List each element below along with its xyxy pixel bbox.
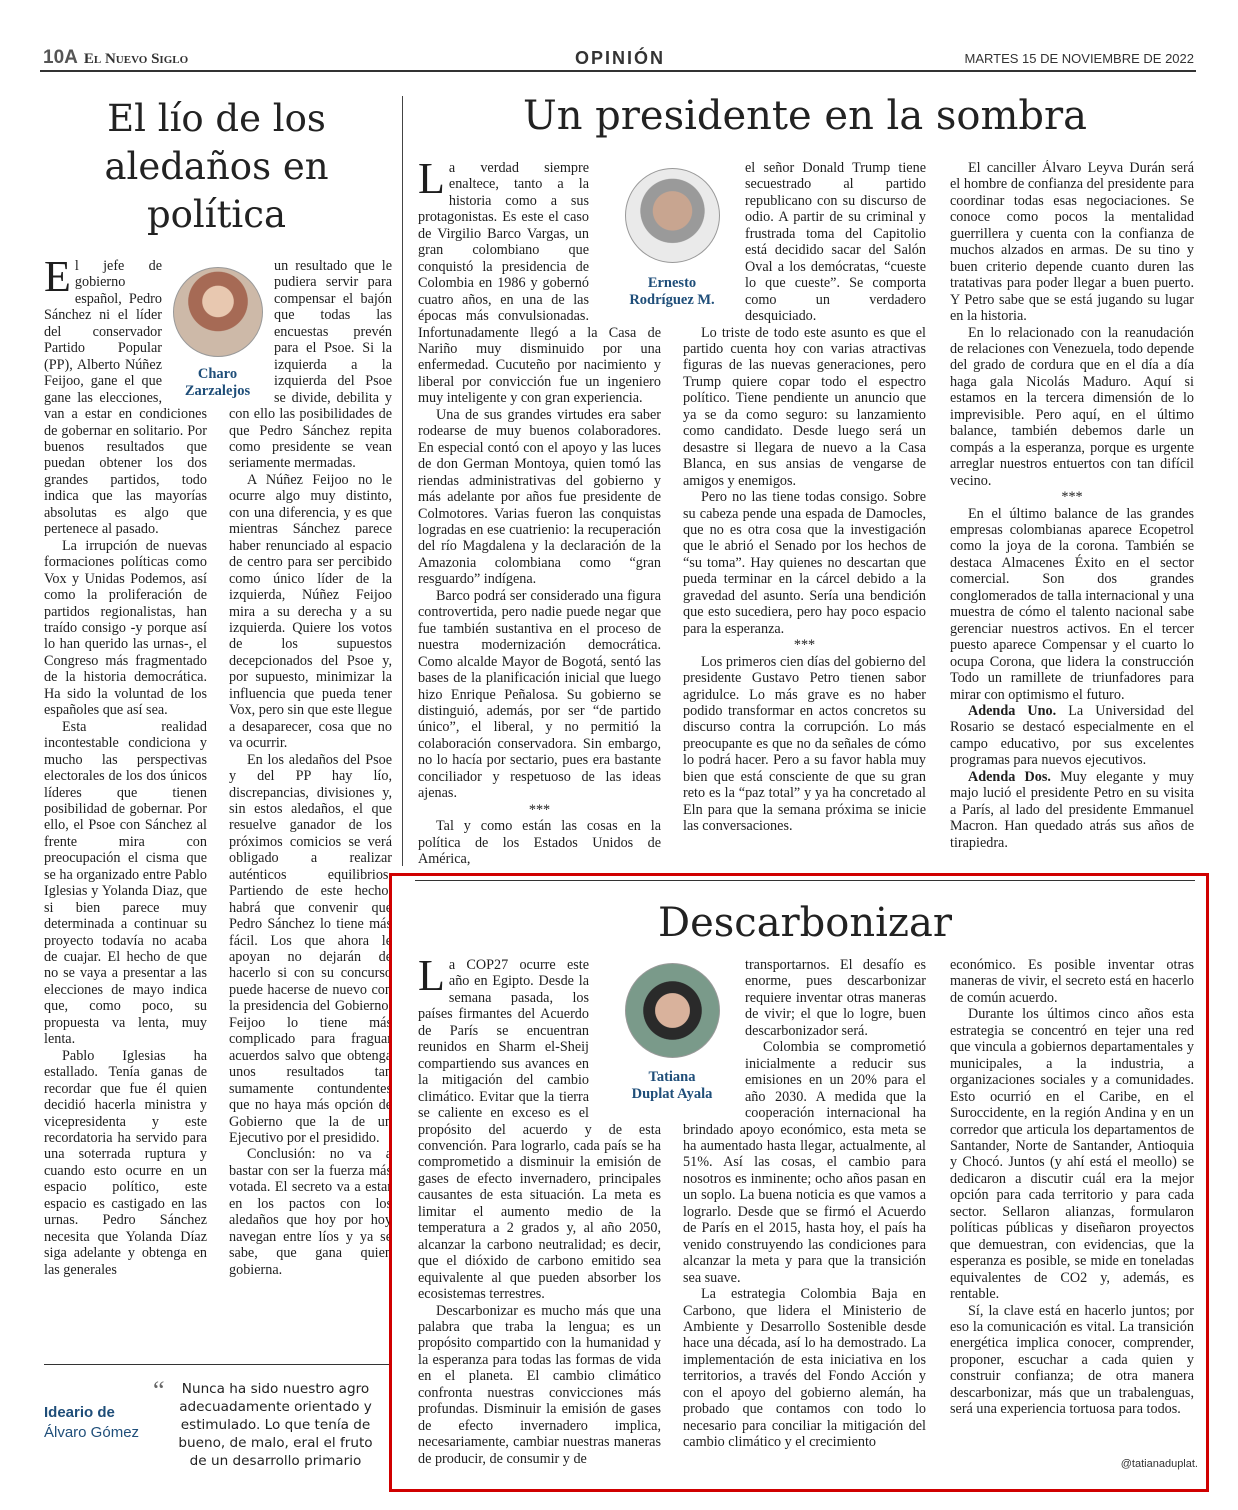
- paragraph: transportarnos. El desafío es enorme, pues descarbonizar requiere inventar otras maneras de vivir; el que lo logre, buen descarbonizador será.: [745, 957, 926, 1039]
- ideario-label: [44, 1403, 139, 1443]
- paragraph: La irrupción de nuevas formaciones políticas como Vox y Unidas Podemos, así como la proliferación de partidos regionalistas, han traído consigo -y porque así lo han querido las urnas-, el Congreso más fragmentado de la historia democrática. Ha sido la voluntad de los españoles que así sea.: [44, 537, 207, 719]
- paragraph: Muy elegante y muy majo lució el presidente Petro en su visita a París, al lado del presidente Emmanuel Macron. Han quedado atrás sus años de tirapiedra.: [950, 768, 1194, 851]
- section-title: OPINIÓN: [574, 48, 665, 68]
- author-first-name: Charo: [197, 366, 238, 382]
- paragraph: Una de sus grandes virtudes era saber rodearse de muy buenos colaboradores. En especial contó con el apoyo y las luces de don German Montoya, quien tomó las riendas administrativas del gobierno y más adelante por años fue presidente de Colmotores. Varias fueron las conquistas logradas en ese cuatrienio: la recuperación del río Magdalena y la declaración de la Amazonia colombiana como “gran resguardo” indígena.: [418, 406, 661, 588]
- author-last-name: Zarzalejos: [184, 383, 251, 399]
- paragraph: a verdad siempre enaltece, tanto a la historia como a sus protagonistas. Es este el caso de Virgilio Barco Vargas, un gran colombiano que conquistó la presidencia de Colombia en 1986 y gobernó cuatro años, en una de las épocas más convulsionadas. Infortunadamente llegó a la Casa de Nariño muy disminuido por una enfermedad. Cucuteño por nacimiento y liberal por convicción fue un ingeniero muy inteligente y con gran experiencia.: [418, 160, 661, 407]
- header-rule: [40, 70, 1196, 72]
- paragraph: Conclusión: no va a bastar con ser la fuerza más votada. El secreto va a estar en los pactos con los aledaños que hoy por hoy navegan entre líos y ya se sabe, que gana quien gobierna.: [229, 1146, 392, 1278]
- paragraph: En el último balance de las grandes empresas colombianas aparece Ecopetrol como la joya de la corona. También se destaca Almacenes Éxito en el sector comercial. Son dos grandes conglomerados de talla internacional y una muestra de cómo el talento nacional sabe gerenciar nuestros activos. En el tercer puesto aparece Compensar y el cuarto lo ocupa Corona, que lidera la construcción Todo un ramillete de triunfadores para mirar con optimismo el futuro.: [950, 505, 1194, 703]
- issue-date: MARTES 15 DE NOVIEMBRE DE 2022: [964, 51, 1194, 66]
- paragraph: a COP27 ocurre este año en Egipto. Desde la semana pasada, los países firmantes del Acuerdo de París se encuentran reunidos en Sharm el-Sheij compartiendo sus avances en la mitigación del cambio climático. Evitar que la tierra se caliente en exceso es el propósito del acuerdo y de esta convención. Para lograrlo, cada país se ha comprometido a disminuir la emisión de gases de efecto invernadero, principales causantes de esta situación. La meta es limitar el aumento medio de la temperatura a 2 grados y, al año 2050, alcanzar la carbono neutralidad; es decir, que el dióxido de carbono emitido sea equivalente al que pueden absorber los ecosistemas terrestres.: [418, 957, 661, 1303]
- paragraph: La estrategia Colombia Baja en Carbono, que lidera el Ministerio de Ambiente y Desarrollo Sostenible desde hace una década, así lo ha demostrado. La implementación de esta iniciativa en los territorios, a través del Fondo Acción y con el apoyo del gobierno alemán, ha probado que contamos con todo lo necesario para conciliar la mitigación del cambio climático y el crecimiento: [683, 1286, 926, 1451]
- column-divider: [402, 96, 403, 866]
- separator: ***: [1061, 489, 1083, 506]
- drop-cap: L: [418, 160, 445, 203]
- author-twitter: @tatianaduplat.: [1120, 1458, 1198, 1470]
- author-last-name: Duplat Ayala: [631, 1086, 713, 1102]
- paragraph: Barco podrá ser considerado una figura controvertida, pero nadie puede negar que fue también sustantiva en el proceso de nuestra modernización democrática. Como alcalde Mayor de Bogotá, sentó las bases de la planificación inicial que luego hizo Enrique Peñalosa. Su gobierno se distinguió, además, por ser “de partido único”, el liberal, y no permitió la colaboración conservadora. Sin embargo, no lo hacía por sectario, pues era bastante conciliador y respetuoso de las ideas ajenas.: [418, 587, 661, 802]
- article-column: [418, 957, 661, 1477]
- paragraph: Lo triste de todo este asunto es que el partido cuenta hoy con varias atractivas figuras de las nuevas generaciones, pero Trump quiere copar todo el espectro político. Tiene pendiente un anuncio que ya se da como seguro: su lanzamiento como candidato. Desde luego será un desastre si llegara de nuevo a la Casa Blanca, en sus ansias de vengarse de amigos y enemigos.: [683, 324, 926, 489]
- article-column: [683, 160, 926, 866]
- page-number: 10A: [43, 47, 78, 68]
- paragraph: Descarbonizar es mucho más que una palabra que traba la lengua; es un propósito compartido con la humanidad y la esperanza para todas las formas de vida en el planeta. El cambio climático confronta nuestras convicciones más profundas. Disminuir la emisión de gases de efecto invernadero implica, necesariamente, cambiar nuestras maneras de producir, de consumir y de: [418, 1302, 661, 1467]
- paragraph: Pablo Iglesias ha estallado. Tenía ganas de recordar que fue él quien decidió hacerla ministra y vicepresidenta y este recordatoria ha servido para una soterrada ruptura y cuando esto ocurre en un espacio político, este espacio es castigado en las urnas. Pedro Sánchez necesita que Yolanda Díaz siga adelante y obtenga en las generales: [44, 1047, 207, 1278]
- article-column: [950, 957, 1194, 1457]
- article-column: [950, 160, 1194, 866]
- paragraph: Los primeros cien días del gobierno del presidente Gustavo Petro tienen sabor agridulce. Lo más grave es no haber podido transformar en actos concretos su discurso contra la corrupción. Lo más preocupante es que no da señales de cómo lo podrá hacer. Pero a su favor habla muy bien que está consciente de que su gran reto es la “paz total” y ya ha concretado al Eln para que la semana próxima se inicie las conversaciones.: [683, 653, 926, 835]
- paragraph: un resultado que le pudiera servir para compensar el bajón que todas las encuestas prevén para el Psoe. Si la izquierda a la izquierda del Psoe se divide, debilita y con ello las posibilidades de que Pedro Sánchez repita como presidente se vean seriamente mermadas.: [229, 258, 392, 472]
- ideario-title: Ideario de: [44, 1404, 115, 1421]
- paragraph: En los aledaños del Psoe y del PP hay lío, discrepancias, divisiones y, sin estos aledaños, el que resuelve ganador de los próximos comicios se verá obligado a realizar auténticos equilibrios. Partiendo de este hecho, habrá que convenir que Pedro Sánchez lo tiene más fácil. Los que ahora le apoyan no dejarán de hacerlo si con su concurso puede hacerse de nuevo con la presidencia del Gobierno. Feijoo lo tiene más complicado para fraguar acuerdos salvo que obtenga unos resultados tan sumamente contundentes que no haya más opción de Gobierno que la de un Ejecutivo por el presidido.: [229, 751, 392, 1147]
- divider: [415, 880, 1195, 881]
- paragraph: económico. Es posible inventar otras maneras de vivir, el secreto está en hacerlo de común acuerdo.: [950, 957, 1194, 1006]
- author-last-name: Rodríguez M.: [629, 292, 715, 308]
- article-column: [683, 957, 926, 1477]
- author-first-name: Ernesto: [647, 275, 697, 291]
- separator: ***: [528, 801, 551, 818]
- masthead: [43, 47, 188, 69]
- paragraph: En lo relacionado con la reanudación de relaciones con Venezuela, todo depende del grado de cordura que en el día a día haga gala Nicolás Maduro. Aquí si estamos en la tercera dimensión de lo imprevisible. Pero aquí, en el último balance, también debemos darle un compás a la esperanza, porque es urgente arreglar nuestros entuertos con tan difícil vecino.: [950, 324, 1194, 489]
- paragraph: Sí, la clave está en hacerlo juntos; por eso la comunicación es vital. La transición energética implica conocer, comprender, proponer, escuchar a cada quien y construir confianza; de otra manera descarbonizar, más que un trabalenguas, será una experiencia tortuosa para todos.: [950, 1302, 1194, 1418]
- paragraph: Colombia se comprometió inicialmente a reducir sus emisiones en un 20% para el año 2030. A medida que la cooperación internacional ha brindado apoyo económico, esta meta se ha aumentado hasta llegar, actualmente, al 51%. Así las cosas, el cambio para nosotros es inminente; ocho años pasan en un soplo. La buena noticia es que vamos a lograrlo. Desde que se firmó el Acuerdo de París en el 2015, hasta hoy, el país ha venido construyendo las condiciones para alcanzar la meta y para que la transición sea suave.: [683, 1039, 926, 1286]
- article-title: Un presidente en la sombra: [522, 93, 1088, 139]
- article-column: [229, 258, 392, 1358]
- article-column: [44, 258, 207, 1358]
- ideario-author: Álvaro Gómez: [44, 1424, 140, 1441]
- paragraph: La Universidad del Rosario se destacó especialmente en el campo educativo, por sus excelentes programas para nuevos ejecutivos.: [950, 702, 1194, 769]
- paragraph: Tal y como están las cosas en la política de los Estados Unidos de América,: [418, 818, 661, 866]
- paragraph: l jefe de gobierno español, Pedro Sánchez ni el líder del conservador Partido Popular (PP), Alberto Núñez Feijoo, gane el que gane las elecciones, van a estar en condiciones de gobernar en solitario. Por buenos resultados que puedan obtener los dos grandes partidos, todo indica que las mayorías absolutas es algo que pertenece al pasado.: [44, 258, 207, 538]
- paragraph: A Núñez Feijoo no le ocurre algo muy distinto, con una diferencia, y es que mientras Sánchez parece haber renunciado al espacio de centro para ser percibido como único líder de la izquierda, Núñez Feijoo mira a su derecha y a su izquierda. Quiere los votos de los supuestos decepcionados del Psoe y, por supuesto, minimizar la influencia que pueda tener Vox, pero sin que este llegue a desaparecer, cosa que no va ocurrir.: [229, 471, 392, 752]
- article-title: Descarbonizar: [658, 900, 952, 946]
- newspaper-name: El Nuevo Siglo: [83, 51, 189, 67]
- addendum-lead: Adenda Uno.: [968, 702, 1057, 719]
- article-title: El lío de los aledaños en política: [104, 97, 329, 236]
- addendum-lead: Adenda Dos.: [968, 768, 1051, 785]
- paragraph: Pero no las tiene todas consigo. Sobre su cabeza pende una espada de Damocles, que no es otra cosa que la investigación que le abrió el Senado por los hechos de “su toma”. Hay quienes no descartan que pueda terminar en la cárcel debido a la gravedad del asunto. Sería una bendición que esto sucediera, pero hay poco espacio para la esperanza.: [683, 489, 926, 637]
- author-first-name: Tatiana: [648, 1069, 696, 1085]
- divider: [44, 1364, 389, 1365]
- separator: ***: [793, 637, 816, 654]
- paragraph: el señor Donald Trump tiene secuestrado al partido republicano con su discurso de odio. A partir de su criminal y frustrada toma del Capitolio está decidido sacar del Salón Oval a los demócratas, “cueste lo que cueste”. Se comporta como un verdadero desquiciado.: [745, 160, 926, 325]
- ideario-quote: Nunca ha sido nuestro agro adecuadamente orientado y estimulado. Lo que tenía de bueno, de malo, eral el fruto de un desarrollo primario: [178, 1381, 373, 1469]
- quote-mark-icon: “: [153, 1376, 165, 1405]
- article-column: [418, 160, 661, 866]
- paragraph: El canciller Álvaro Leyva Durán será el hombre de confianza del presidente para coordinar todas esas negociaciones. Se conoce como pocos la mentalidad guerrillera y cuenta con la confianza de muchos alzados en armas. De su tino y buen criterio depende cuanto duren las tratativas para poder llegar a buen puerto. Y Petro sabe que se está jugando su lugar en la historia.: [950, 160, 1194, 325]
- drop-cap: E: [44, 258, 71, 301]
- paragraph: Esta realidad incontestable condiciona y mucho las perspectivas electorales de los dos únicos líderes que tienen posibilidad de gobernar. Por ello, el Psoe con Sánchez al frente mira con preocupación el cisma que se ha organizado entre Pablo Iglesias y Yolanda Diaz, que si bien parece muy determinada a continuar su proyecto todavía no acaba de cuajar. El hecho de que no se vaya a presentar a las elecciones de mayo indica que, como poco, su propuesta va lenta, muy lenta.: [44, 718, 207, 1048]
- paragraph: Durante los últimos cinco años esta estrategia se concentró en tejer una red que vincula a gobiernos departamentales y municipales, a la industria, a organizaciones sociales y a comunidades. Esto ocurrió en el Caribe, en el Suroccidente, en la región Andina y en un corredor que articula los departamentos de Santander, Norte de Santander, Antioquia y Chocó. Juntos (y ahí está el meollo) se dedicaron a discutir cuál era la mejor opción para cada territorio y para cada sector. Sellaron alianzas, formularon políticas públicas y diseñaron proyectos que demuestran, con evidencias, que la esperanza es posible, se mide en toneladas equivalentes de CO2 y, además, es rentable.: [950, 1006, 1194, 1303]
- drop-cap: L: [418, 957, 445, 1000]
